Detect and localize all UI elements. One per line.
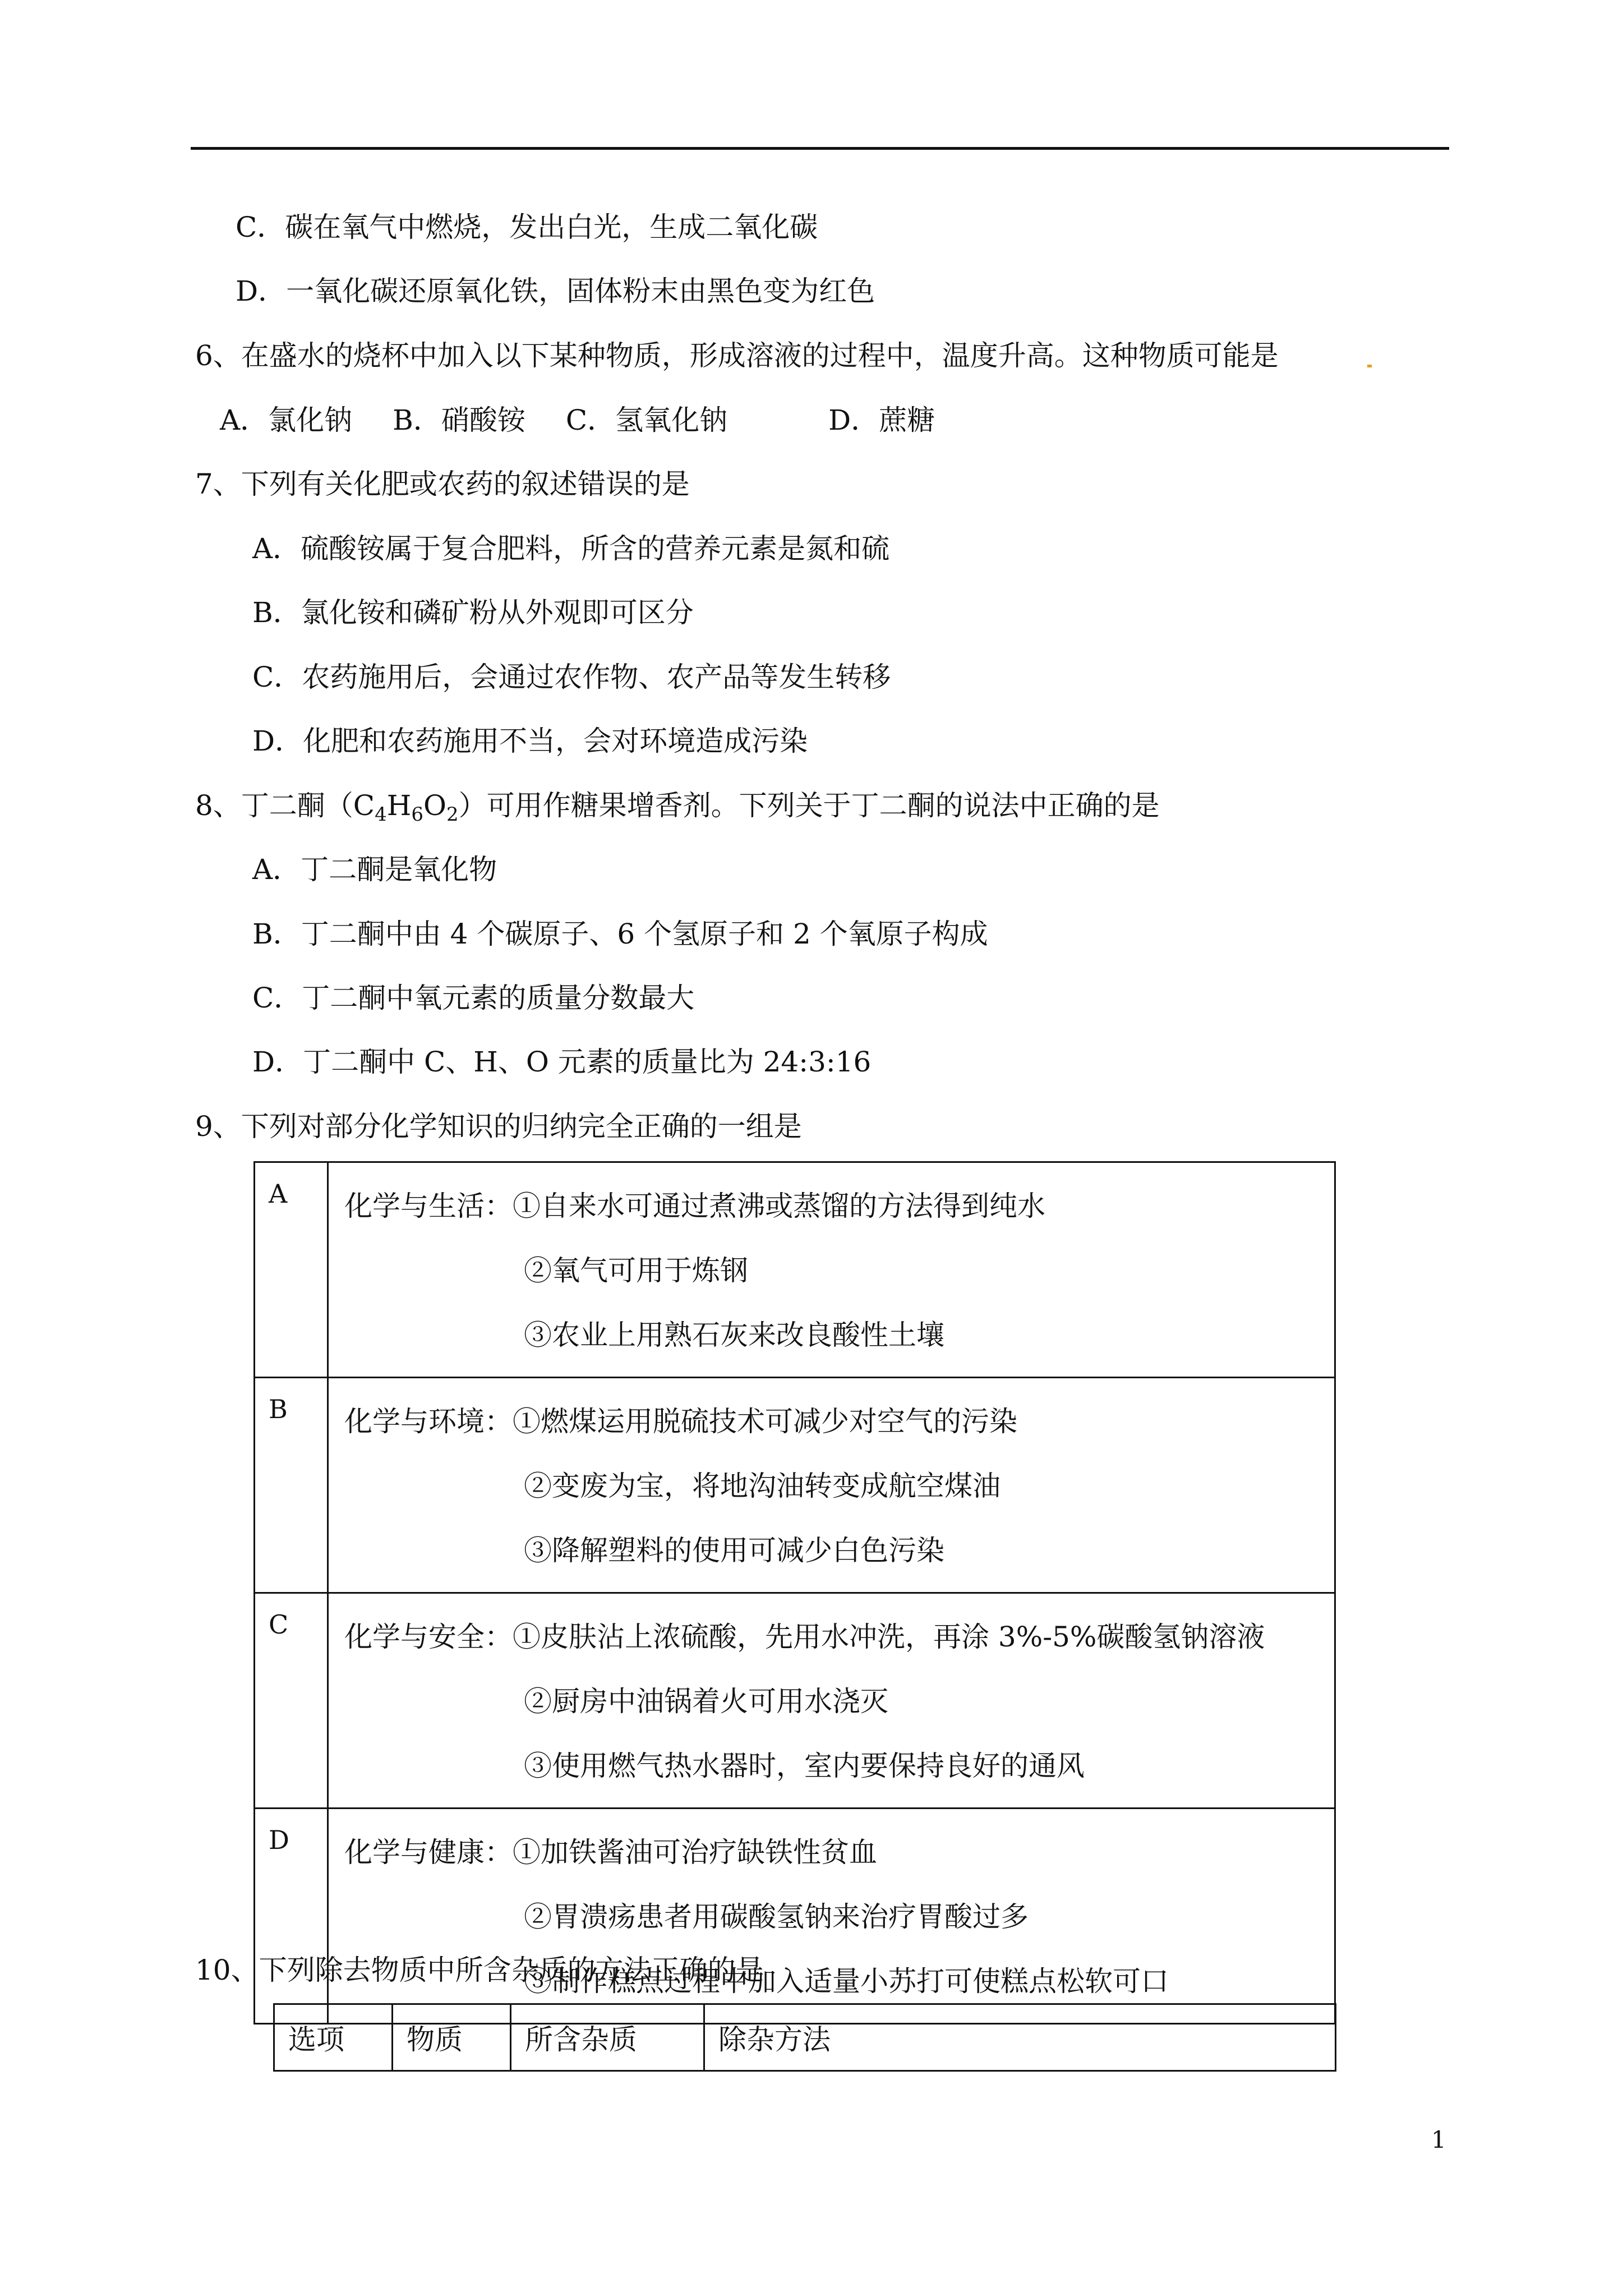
q9-row-body: 化学与健康：①加铁酱油可治疗缺铁性贫血 ②胃溃疡患者用碳酸氢钠来治疗胃酸过多 ③制作糕点过程中加入适量小苏打可使糕点松软可口 xyxy=(328,1809,1335,2024)
q8-option-a: A．丁二酮是氧化物 xyxy=(252,853,497,886)
q10-header-substance: 物质 xyxy=(393,2004,511,2071)
q10-stem: 10、下列除去物质中所含杂质的方法正确的是 xyxy=(195,1954,764,1986)
q8-option-c: C．丁二酮中氧元素的质量分数最大 xyxy=(252,982,695,1014)
q9-row-letter: C xyxy=(255,1593,328,1809)
q6-option-d: D．蔗糖 xyxy=(828,404,935,436)
q9-table xyxy=(253,1161,1336,2024)
q9-row-body: 化学与环境：①燃煤运用脱硫技术可减少对空气的污染 ②变废为宝，将地沟油转变成航空煤油 ③降解塑料的使用可减少白色污染 xyxy=(328,1378,1335,1593)
page-number: 1 xyxy=(1431,2126,1446,2154)
q9-row-body: 化学与安全：①皮肤沾上浓硫酸，先用水冲洗，再涂 3%-5%碳酸氢钠溶液 ②厨房中油锅着火可用水浇灭 ③使用燃气热水器时，室内要保持良好的通风 xyxy=(328,1593,1335,1809)
q7-option-d: D．化肥和农药施用不当，会对环境造成污染 xyxy=(252,725,808,757)
q8-stem: 8、丁二酮$(C_4H_6O_2)$可用作糖果增香剂。下列关于丁二酮的说法中正确的是 xyxy=(195,789,1160,826)
q9-row-letter: D xyxy=(255,1809,328,2024)
q9-row-body: 化学与生活：①自来水可通过煮沸或蒸馏的方法得到纯水 ②氧气可用于炼钢 ③农业上用熟石灰来改良酸性土壤 xyxy=(328,1162,1335,1378)
table-header-row xyxy=(274,2004,1336,2071)
q5-option-c: C．碳在氧气中燃烧，发出白光，生成二氧化碳 xyxy=(236,211,818,243)
q8-option-d: D．丁二酮中 C、H、O 元素的质量比为 24:3:16 xyxy=(252,1046,872,1078)
q10-header-method: 除杂方法 xyxy=(704,2004,1336,2071)
q10-header-impurity: 所含杂质 xyxy=(511,2004,704,2071)
q7-option-c: C．农药施用后，会通过农作物、农产品等发生转移 xyxy=(252,661,891,693)
header-rule xyxy=(191,147,1449,150)
q7-option-a: A．硫酸铵属于复合肥料，所含的营养元素是氮和硫 xyxy=(252,532,890,565)
q8-option-b: B．丁二酮中由 4 个碳原子、6 个氢原子和 2 个氧原子构成 xyxy=(252,918,988,950)
stray-mark xyxy=(1367,365,1372,367)
q7-stem: 7、下列有关化肥或农药的叙述错误的是 xyxy=(195,468,690,500)
q6-options xyxy=(220,402,975,438)
table-row xyxy=(255,1809,1335,2024)
q10-header-option: 选项 xyxy=(274,2004,393,2071)
q6-option-b: B．硝酸铵 xyxy=(393,404,525,436)
q9-row-letter: A xyxy=(255,1162,328,1378)
q6-option-a: A．氯化钠 xyxy=(220,404,353,436)
table-row xyxy=(255,1162,1335,1378)
q10-table xyxy=(273,2003,1336,2072)
q6-stem: 6、在盛水的烧杯中加入以下某种物质，形成溶液的过程中，温度升高。这种物质可能是 xyxy=(195,339,1279,372)
q5-option-d: D．一氧化碳还原氧化铁，固体粉末由黑色变为红色 xyxy=(236,275,875,307)
q9-stem: 9、下列对部分化学知识的归纳完全正确的一组是 xyxy=(195,1110,802,1143)
q9-row-letter: B xyxy=(255,1378,328,1593)
table-row xyxy=(255,1378,1335,1593)
q6-option-c: C．氢氧化钠 xyxy=(565,404,728,436)
q7-option-b: B．氯化铵和磷矿粉从外观即可区分 xyxy=(252,596,694,629)
table-row xyxy=(255,1593,1335,1809)
